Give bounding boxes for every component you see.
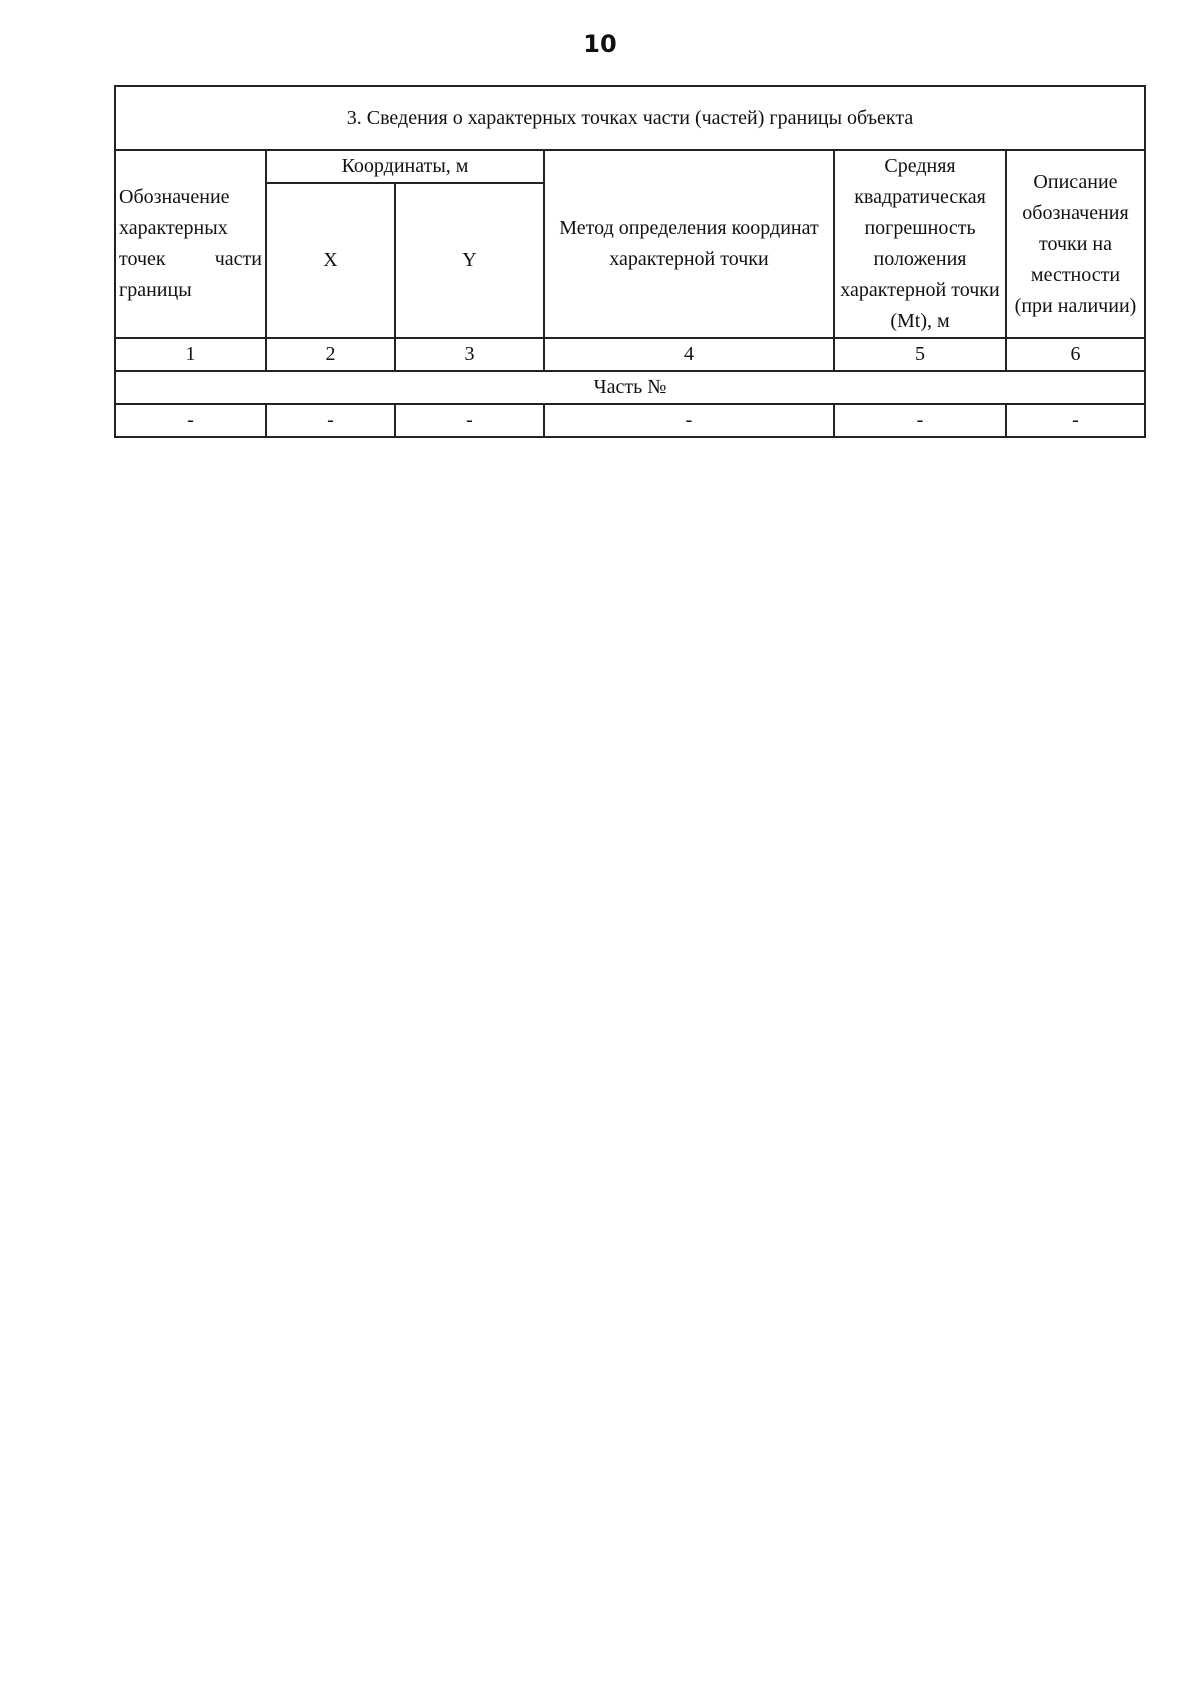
column-number: 1 [115,338,266,371]
column-number: 3 [395,338,544,371]
part-row [115,371,1145,404]
column-number-row [115,338,1145,371]
column-number: 5 [834,338,1006,371]
header-row [115,150,1145,183]
table-cell: - [395,404,544,437]
header-error: Средняя квадратическая погрешность положения характерной точки (Mt), м [834,150,1006,338]
table-cell: - [1006,404,1145,437]
table-cell: - [115,404,266,437]
header-x: X [266,183,395,338]
boundary-points-table [114,85,1146,438]
column-number: 2 [266,338,395,371]
table-title-row [115,86,1145,150]
header-coordinates: Координаты, м [266,150,544,183]
header-designation: Обозначение характерных точек части границы [115,150,266,338]
table-row [115,404,1145,437]
table-cell: - [544,404,834,437]
header-method: Метод определения координат характерной точки [544,150,834,338]
section-title: 3. Сведения о характерных точках части (частей) границы объекта [115,86,1145,150]
table-cell: - [266,404,395,437]
header-y: Y [395,183,544,338]
table-cell: - [834,404,1006,437]
header-description: Описание обозначения точки на местности (при наличии) [1006,150,1145,338]
column-number: 4 [544,338,834,371]
part-label: Часть № [115,371,1145,404]
page-number: 10 [583,30,617,58]
column-number: 6 [1006,338,1145,371]
